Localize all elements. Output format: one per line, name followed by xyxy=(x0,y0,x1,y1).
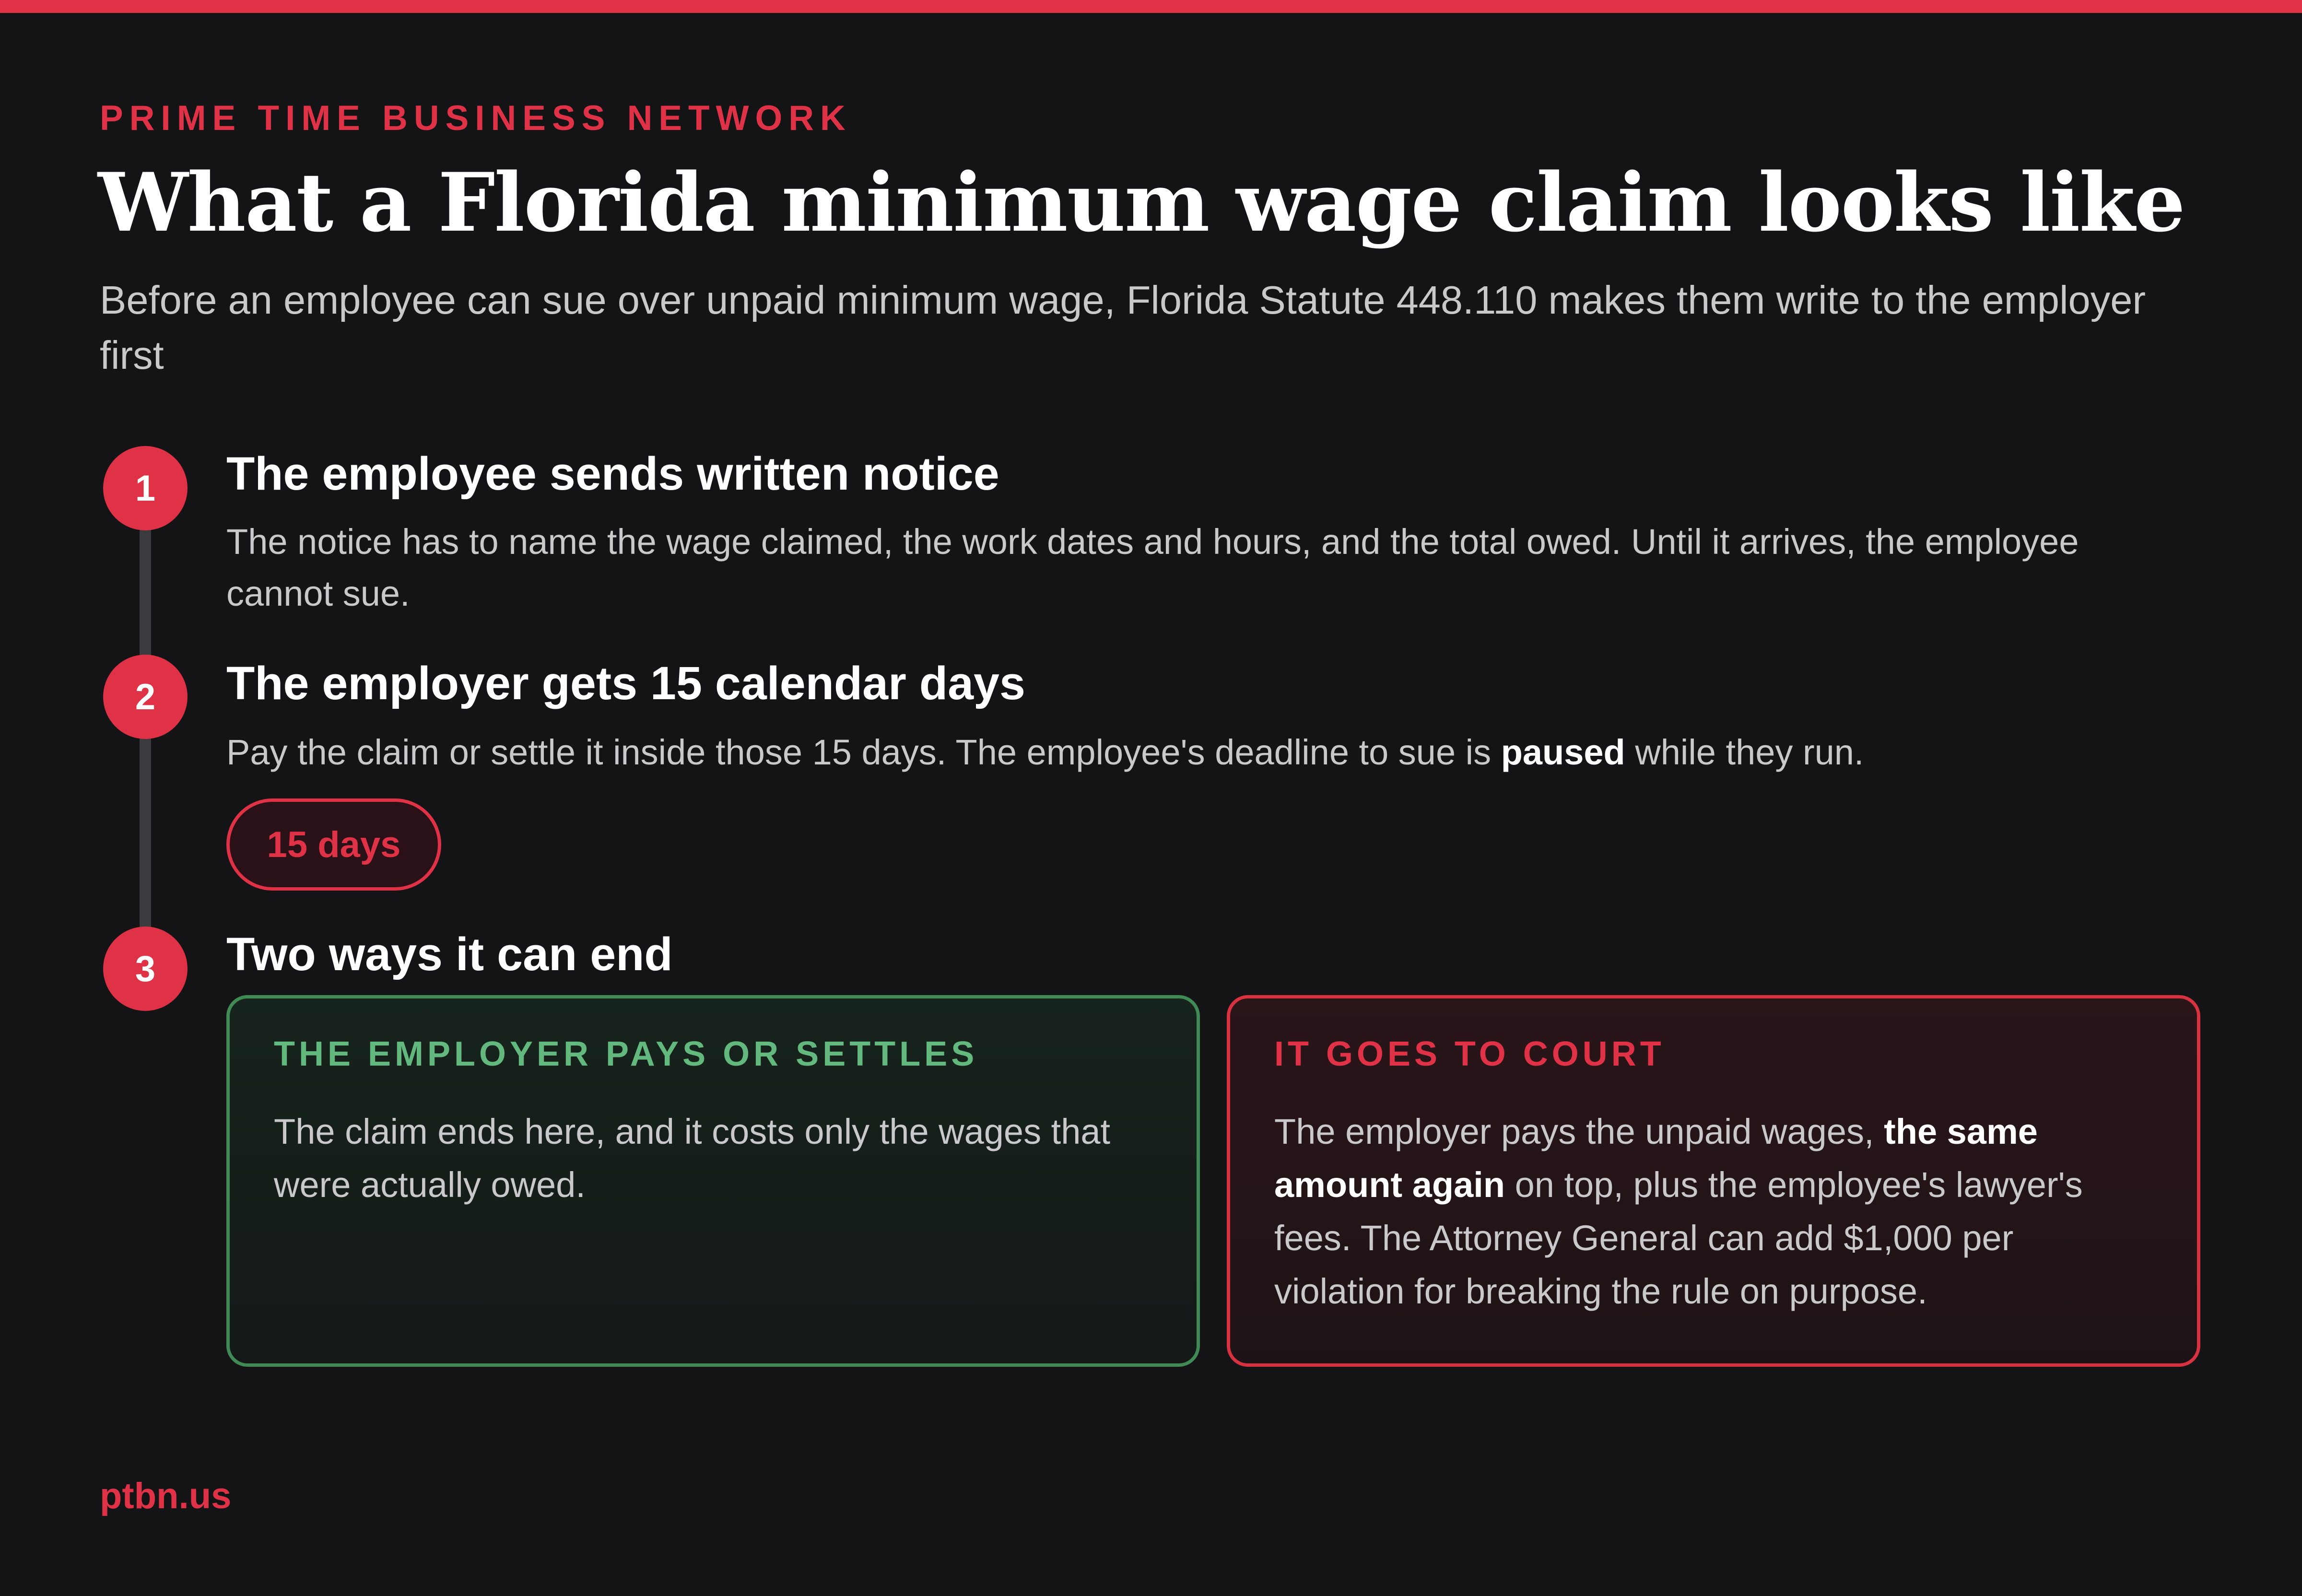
step-2-body-text: Pay the claim or settle it inside those 15 days. The employee's deadline to sue is xyxy=(226,732,1501,772)
step-2-body-text-end: while they run. xyxy=(1625,732,1864,772)
step-2-number: 2 xyxy=(103,655,188,739)
outcome-court-card xyxy=(1227,995,2200,1367)
page-title: What a Florida minimum wage claim looks like xyxy=(98,155,2185,250)
brand-name: PRIME TIME BUSINESS NETWORK xyxy=(100,99,852,138)
outcome-court-label: IT GOES TO COURT xyxy=(1274,1035,1665,1073)
outcome-court-text-start: The employer pays the unpaid wages, xyxy=(1274,1112,1884,1151)
outcome-settle-text: The claim ends here, and it costs only the wages that were actually owed. xyxy=(274,1112,1111,1205)
step-3-title: Two ways it can end xyxy=(226,928,673,980)
outcome-settle-label: THE EMPLOYER PAYS OR SETTLES xyxy=(274,1035,978,1073)
footer-link[interactable]: ptbn.us xyxy=(100,1476,232,1516)
days-pill: 15 days xyxy=(226,798,441,891)
step-2-body xyxy=(226,727,2183,778)
outcome-court-text-end: on top, plus the employee's lawyer's fees. The Attorney General can add $1,000 per violation for breaking the rule on purpose. xyxy=(1274,1165,2083,1311)
step-1-body: The notice has to name the wage claimed, the work dates and hours, and the total owed. Until it arrives, the employee cannot sue. xyxy=(226,522,2079,613)
outcome-settle-card xyxy=(226,995,1200,1367)
step-2-title: The employer gets 15 calendar days xyxy=(226,657,1025,709)
page-subtitle: Before an employee can sue over unpaid minimum wage, Florida Statute 448.110 makes them write to the employer first xyxy=(100,278,2146,377)
outcome-court-text xyxy=(1274,1105,2153,1318)
top-accent-bar xyxy=(0,0,2302,13)
step-2-body-emphasis: paused xyxy=(1501,732,1625,772)
outcome-court-text-emphasis: the same amount again xyxy=(1274,1112,2038,1205)
step-3-number: 3 xyxy=(103,927,188,1011)
step-1-title: The employee sends written notice xyxy=(226,447,999,500)
step-1-number: 1 xyxy=(103,446,188,530)
